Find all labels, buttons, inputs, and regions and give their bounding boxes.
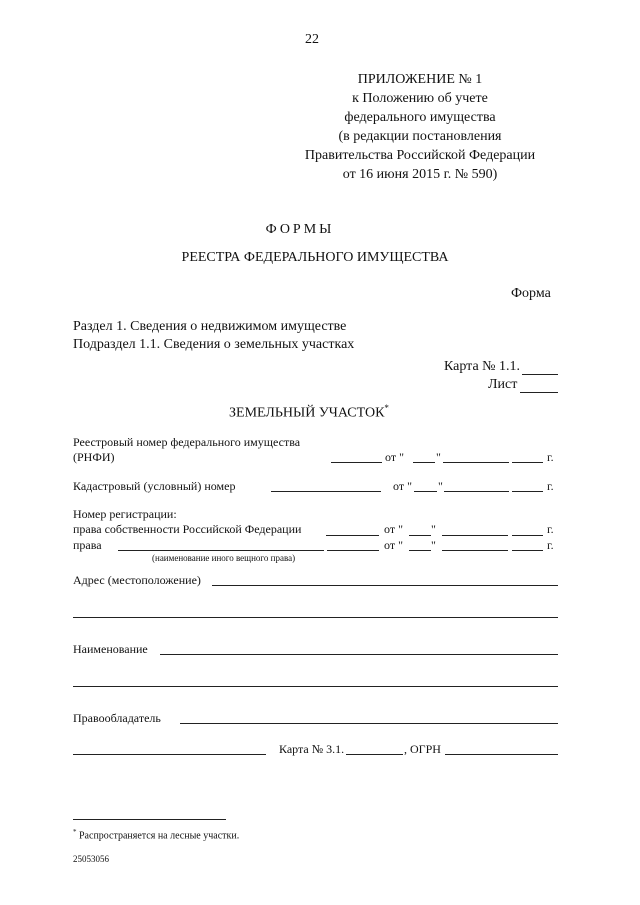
footnote-ref: *: [384, 403, 389, 413]
cadastral-year-suffix: г.: [547, 479, 554, 493]
card-31-label: Карта № 3.1.: [279, 742, 345, 756]
appendix-line-5: Правительства Российской Федерации: [304, 148, 536, 163]
registry-quote: ": [436, 450, 441, 464]
right-holder-label: Правообладатель: [73, 711, 161, 725]
ownership-quote: ": [431, 522, 436, 536]
other-right-hint: (наименование иного вещного права): [152, 553, 296, 563]
forms-title: ФОРМЫ: [265, 222, 335, 237]
section-title: Раздел 1. Сведения о недвижимом имуществе: [73, 319, 347, 334]
other-right-month-blank[interactable]: [442, 550, 508, 551]
registry-number-abbr: (РНФИ): [73, 450, 115, 464]
ownership-right-label: права собственности Российской Федерации: [73, 522, 302, 536]
cadastral-month-blank[interactable]: [444, 491, 509, 492]
appendix-line-3: федерального имущества: [344, 110, 496, 125]
card-number-blank[interactable]: [522, 374, 558, 375]
ownership-year-blank[interactable]: [512, 535, 543, 536]
appendix-line-6: от 16 июня 2015 г. № 590): [342, 167, 498, 182]
registry-month-blank[interactable]: [443, 462, 509, 463]
address-label: Адрес (местоположение): [73, 573, 201, 587]
other-right-day-blank[interactable]: [409, 550, 431, 551]
right-holder-extra-blank[interactable]: [73, 754, 266, 755]
land-plot-title: [229, 404, 389, 421]
address-blank-2[interactable]: [73, 617, 558, 618]
ownership-year-suffix: г.: [547, 522, 554, 536]
cadastral-from-label: от ": [393, 479, 412, 493]
footnote-mark: *: [73, 828, 77, 836]
card-31-blank[interactable]: [346, 754, 403, 755]
cadastral-number-blank[interactable]: [271, 491, 381, 492]
right-holder-blank[interactable]: [180, 723, 558, 724]
name-label: Наименование: [73, 642, 148, 656]
name-blank-1[interactable]: [160, 654, 558, 655]
appendix-line-2: к Положению об учете: [352, 91, 488, 106]
appendix-header: [290, 70, 550, 184]
ownership-day-blank[interactable]: [409, 535, 431, 536]
ownership-month-blank[interactable]: [442, 535, 508, 536]
other-right-from-label: от ": [384, 538, 403, 552]
registry-from-label: от ": [385, 450, 404, 464]
ogrn-blank[interactable]: [445, 754, 558, 755]
registry-number-blank[interactable]: [331, 462, 382, 463]
name-blank-2[interactable]: [73, 686, 558, 687]
footnote-separator: [73, 819, 226, 820]
registration-label: Номер регистрации:: [73, 507, 177, 521]
registry-day-blank[interactable]: [413, 462, 435, 463]
appendix-title: ПРИЛОЖЕНИЕ № 1: [357, 72, 483, 87]
other-right-number-blank[interactable]: [327, 550, 379, 551]
subsection-title: Подраздел 1.1. Сведения о земельных участках: [73, 337, 355, 352]
sheet-label: Лист: [488, 377, 518, 392]
other-right-name-blank[interactable]: [118, 550, 324, 551]
other-right-quote: ": [431, 538, 436, 552]
cadastral-number-label: Кадастровый (условный) номер: [73, 479, 236, 493]
cadastral-quote: ": [438, 479, 443, 493]
card-number-label: Карта № 1.1.: [444, 359, 521, 374]
land-plot-title-text: ЗЕМЕЛЬНЫЙ УЧАСТОК: [229, 405, 385, 421]
ownership-number-blank[interactable]: [326, 535, 379, 536]
page-number: 22: [305, 32, 319, 47]
ownership-from-label: от ": [384, 522, 403, 536]
registry-year-suffix: г.: [547, 450, 554, 464]
registry-number-label: Реестровый номер федерального имущества: [73, 435, 301, 449]
address-blank-1[interactable]: [212, 585, 558, 586]
cadastral-year-blank[interactable]: [512, 491, 543, 492]
appendix-line-4: (в редакции постановления: [338, 129, 502, 144]
footnote-text: Распространяется на лесные участки.: [79, 830, 240, 842]
other-right-year-blank[interactable]: [512, 550, 543, 551]
registry-year-blank[interactable]: [512, 462, 543, 463]
form-label: Форма: [511, 286, 551, 301]
other-right-year-suffix: г.: [547, 538, 554, 552]
sheet-blank[interactable]: [520, 392, 558, 393]
other-right-label: права: [73, 538, 102, 552]
document-code: 25053056: [73, 854, 109, 864]
footnote: [73, 829, 239, 841]
ogrn-label: , ОГРН: [404, 742, 441, 756]
cadastral-day-blank[interactable]: [414, 491, 437, 492]
registry-title: РЕЕСТРА ФЕДЕРАЛЬНОГО ИМУЩЕСТВА: [181, 250, 449, 265]
